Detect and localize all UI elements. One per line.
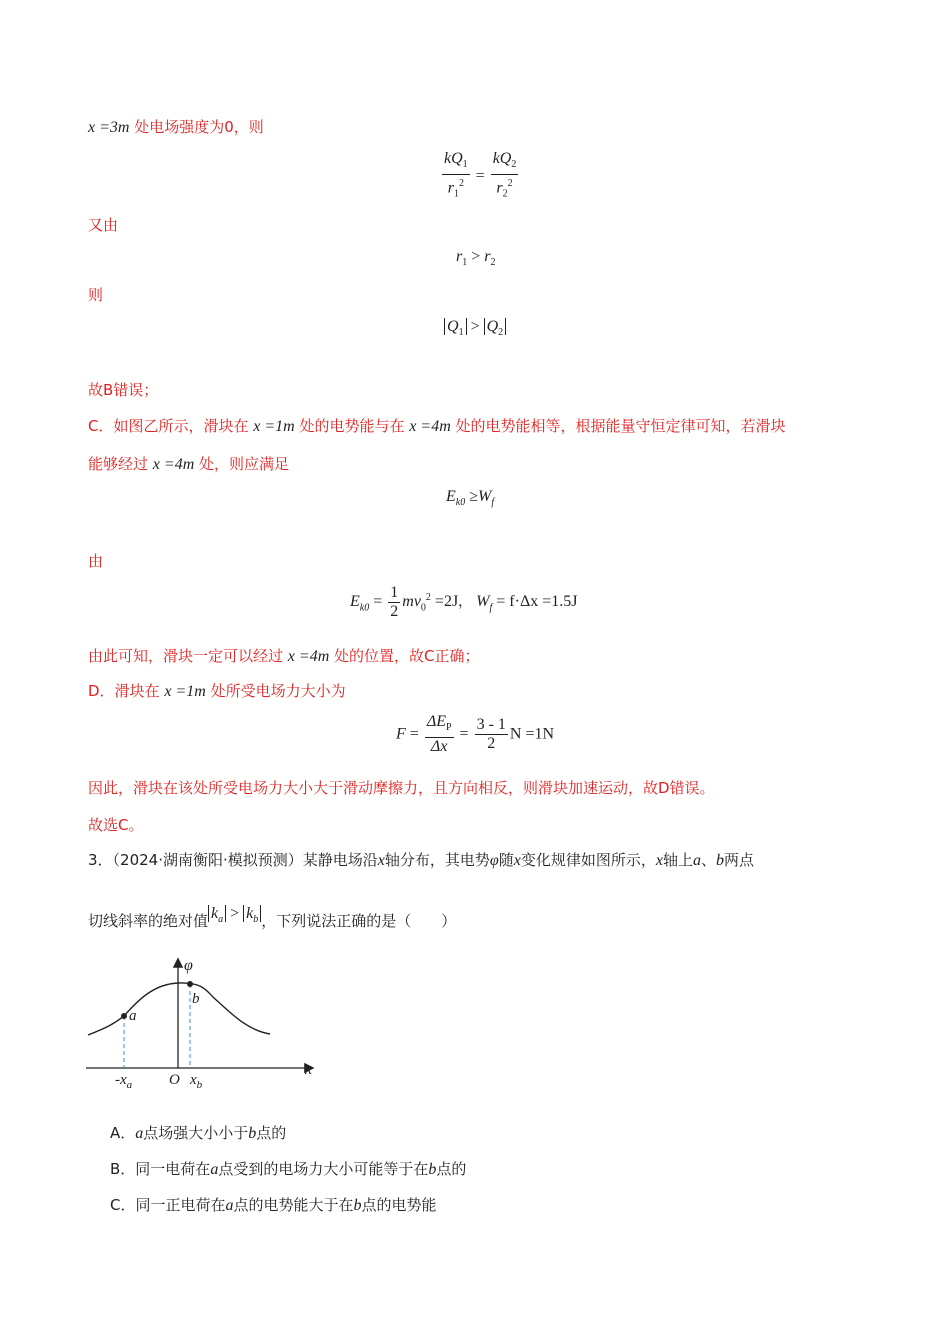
- text-you: 由: [88, 552, 104, 570]
- line-d-analysis: D．滑块在 x =1m 处所受电场力大小为: [88, 682, 346, 700]
- text-then: 则: [88, 286, 104, 304]
- line-field-zero: [88, 116, 264, 139]
- equation-coulomb: $\frac{kQ_1}{r_1^2}$ = $\frac{kQ_2}{r_2^2}$: [444, 150, 517, 200]
- equation-ek0-ge-wf: $E_{k0} \ge W_f$: [446, 488, 495, 509]
- question-3-stem-2: 切线斜率的绝对值 $k_a > k_b$ ，下列说法正确的是（ ）: [88, 905, 457, 930]
- text-b-wrong: 故B错误；: [88, 381, 159, 399]
- potential-curve: [88, 983, 270, 1035]
- equation-r1-gt-r2: $r_1 > r_2$: [456, 248, 496, 269]
- label-neg-xa: $-x_a$: [115, 1072, 133, 1090]
- label-phi: φ: [184, 957, 193, 974]
- line-c-analysis-2: 能够经过 x =4m 处，则应满足: [88, 455, 290, 473]
- label-a: a: [129, 1008, 137, 1024]
- label-origin: O: [169, 1072, 180, 1088]
- line-c-analysis: C．如图乙所示，滑块在 x =1m 处的电势能与在 x =4m 处的电势能相等，根据能量守恒定律可知，若滑块: [88, 417, 786, 435]
- equation-q1-gt-q2: $Q_1 > Q_2$: [444, 318, 506, 338]
- label-x-axis: x: [305, 1061, 313, 1078]
- option-c[interactable]: C．同一正电荷在a点的电势能大于在b点的电势能: [110, 1196, 437, 1214]
- text-choose-c: 故选C。: [88, 816, 144, 834]
- text-again: 又由: [88, 216, 119, 234]
- label-b: b: [192, 991, 200, 1007]
- equation-force: F = $\frac{\Delta E_P}{\Delta x}$ = $\frac{3 - 1}{2}$ N =1N: [396, 713, 555, 756]
- option-b[interactable]: B．同一电荷在a点受到的电场力大小可能等于在b点的: [110, 1160, 467, 1178]
- point-b: [187, 981, 193, 987]
- question-3-stem: 3．（2024·湖南衡阳·模拟预测）某静电场沿x轴分布，其电势φ随x变化规律如图所示，x轴上a、b两点: [88, 851, 755, 869]
- line-known: 由此可知，滑块一定可以经过 x =4m 处的位置，故C正确；: [88, 647, 480, 665]
- label-xb: $x_b$: [190, 1072, 203, 1090]
- math-x-3m: x =3m: [88, 119, 130, 136]
- text-therefore: 因此，滑块在该处所受电场力大小大于滑动摩擦力，且方向相反，则滑块加速运动，故D错误。: [88, 779, 715, 797]
- equation-ek0-wf-values: $E_{k0}$ = $\frac{1}{2}$ $mv_0^2 =2J$， $W_f = f\cdot\Delta x =1.5J$: [350, 584, 578, 620]
- option-a[interactable]: A．a点场强大小小于b点的: [110, 1124, 287, 1142]
- point-a: [121, 1013, 127, 1019]
- text-field-zero: 处电场强度为0，则: [134, 118, 264, 136]
- potential-figure: [86, 950, 326, 1090]
